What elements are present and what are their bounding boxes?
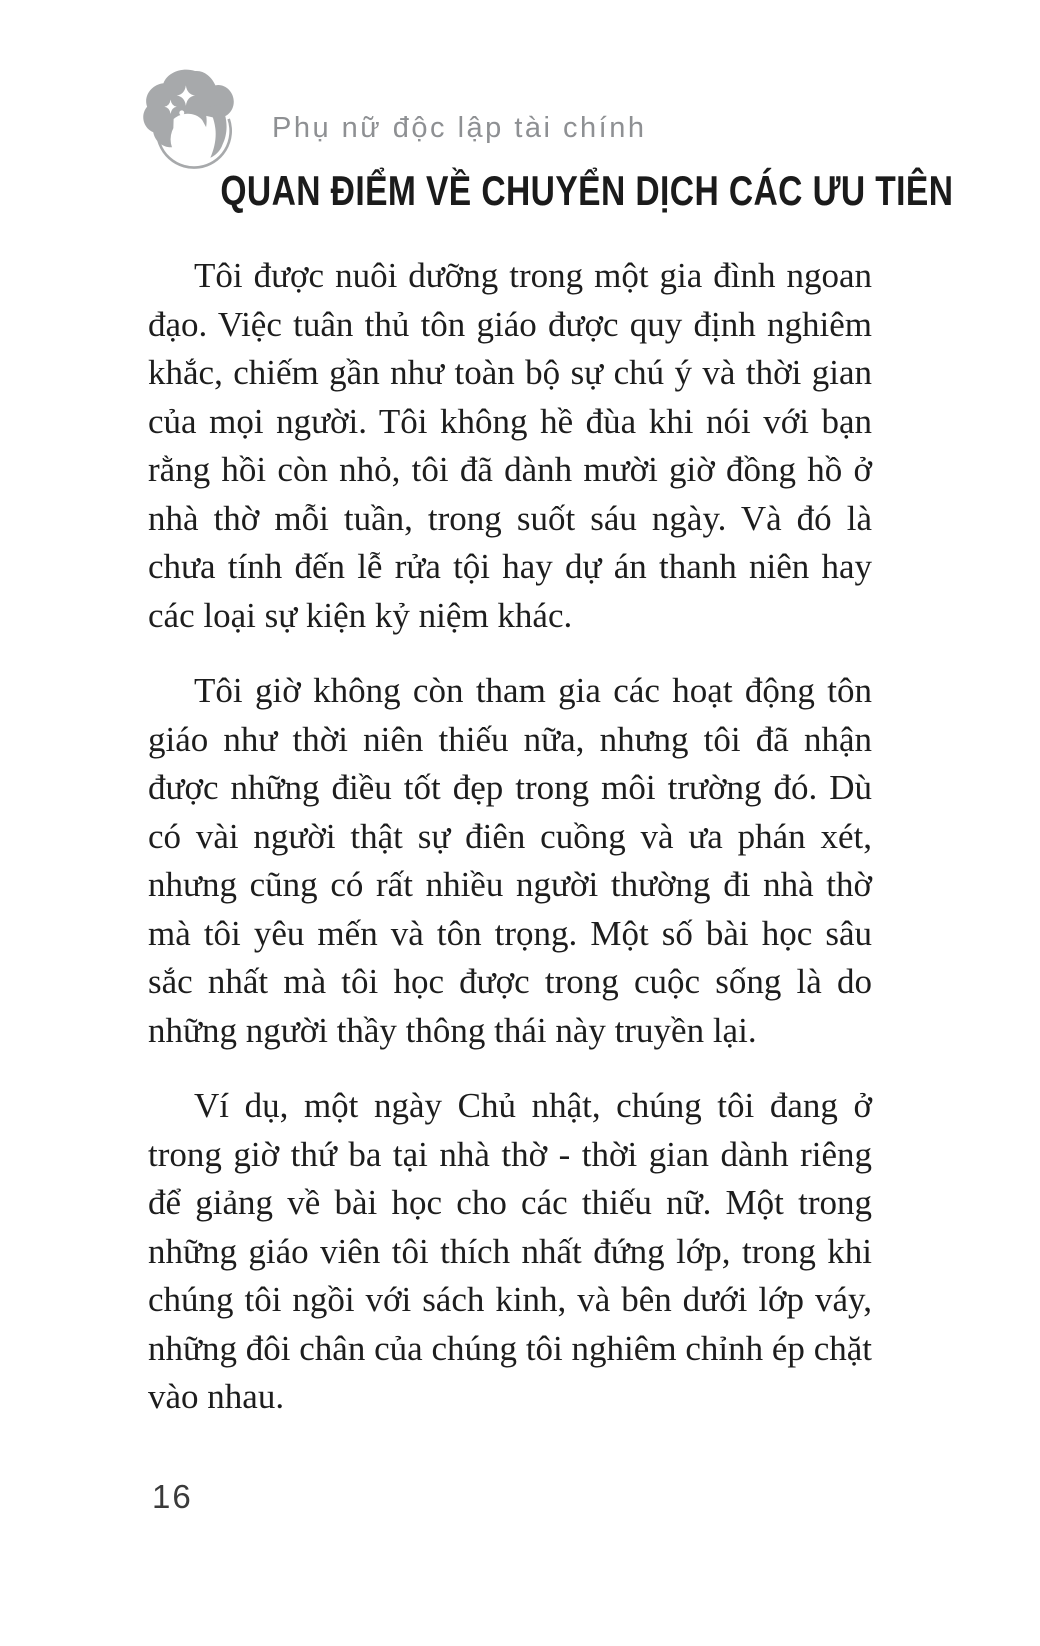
section-title: QUAN ĐIỂM VỀ CHUYỂN DỊCH CÁC ƯU TIÊN: [220, 167, 954, 214]
paragraph-3: Ví dụ, một ngày Chủ nhật, chúng tôi đang ở trong giờ thứ ba tại nhà thờ - thời gian dành riêng để giảng về bài học cho các thiếu nữ. Một trong những giáo viên tôi thích nhất đứng lớp, trong khi chúng tôi ngồi với sách kinh, và bên dưới lớp váy, những đôi chân của chúng tôi nghiêm chỉnh ép chặt vào nhau.: [148, 1086, 872, 1416]
page-content: [148, 167, 954, 1449]
woman-profile-logo-icon: [140, 68, 246, 174]
running-header: [140, 68, 646, 174]
paragraph-2: Tôi giờ không còn tham gia các hoạt động tôn giáo như thời niên thiếu nữa, nhưng tôi đã nhận được những điều tốt đẹp trong môi trường đó. Dù có vài người thật sự điên cuồng và ưa phán xét, nhưng cũng có rất nhiều người thường đi nhà thờ mà tôi yêu mến và tôn trọng. Một số bài học sâu sắc nhất mà tôi học được trong cuộc sống là do những người thầy thông thái này truyền lại.: [148, 671, 872, 1050]
book-title-header: Phụ nữ độc lập tài chính: [272, 111, 647, 144]
page-number: 16: [152, 1478, 193, 1515]
paragraph-1: Tôi được nuôi dưỡng trong một gia đình ngoan đạo. Việc tuân thủ tôn giáo được quy định nghiêm khắc, chiếm gần như toàn bộ sự chú ý và thời gian của mọi người. Tôi không hề đùa khi nói với bạn rằng hồi còn nhỏ, tôi đã dành mười giờ đồng hồ ở nhà thờ mỗi tuần, trong suốt sáu ngày. Và đó là chưa tính đến lễ rửa tội hay dự án thanh niên hay các loại sự kiện kỷ niệm khác.: [148, 256, 872, 635]
